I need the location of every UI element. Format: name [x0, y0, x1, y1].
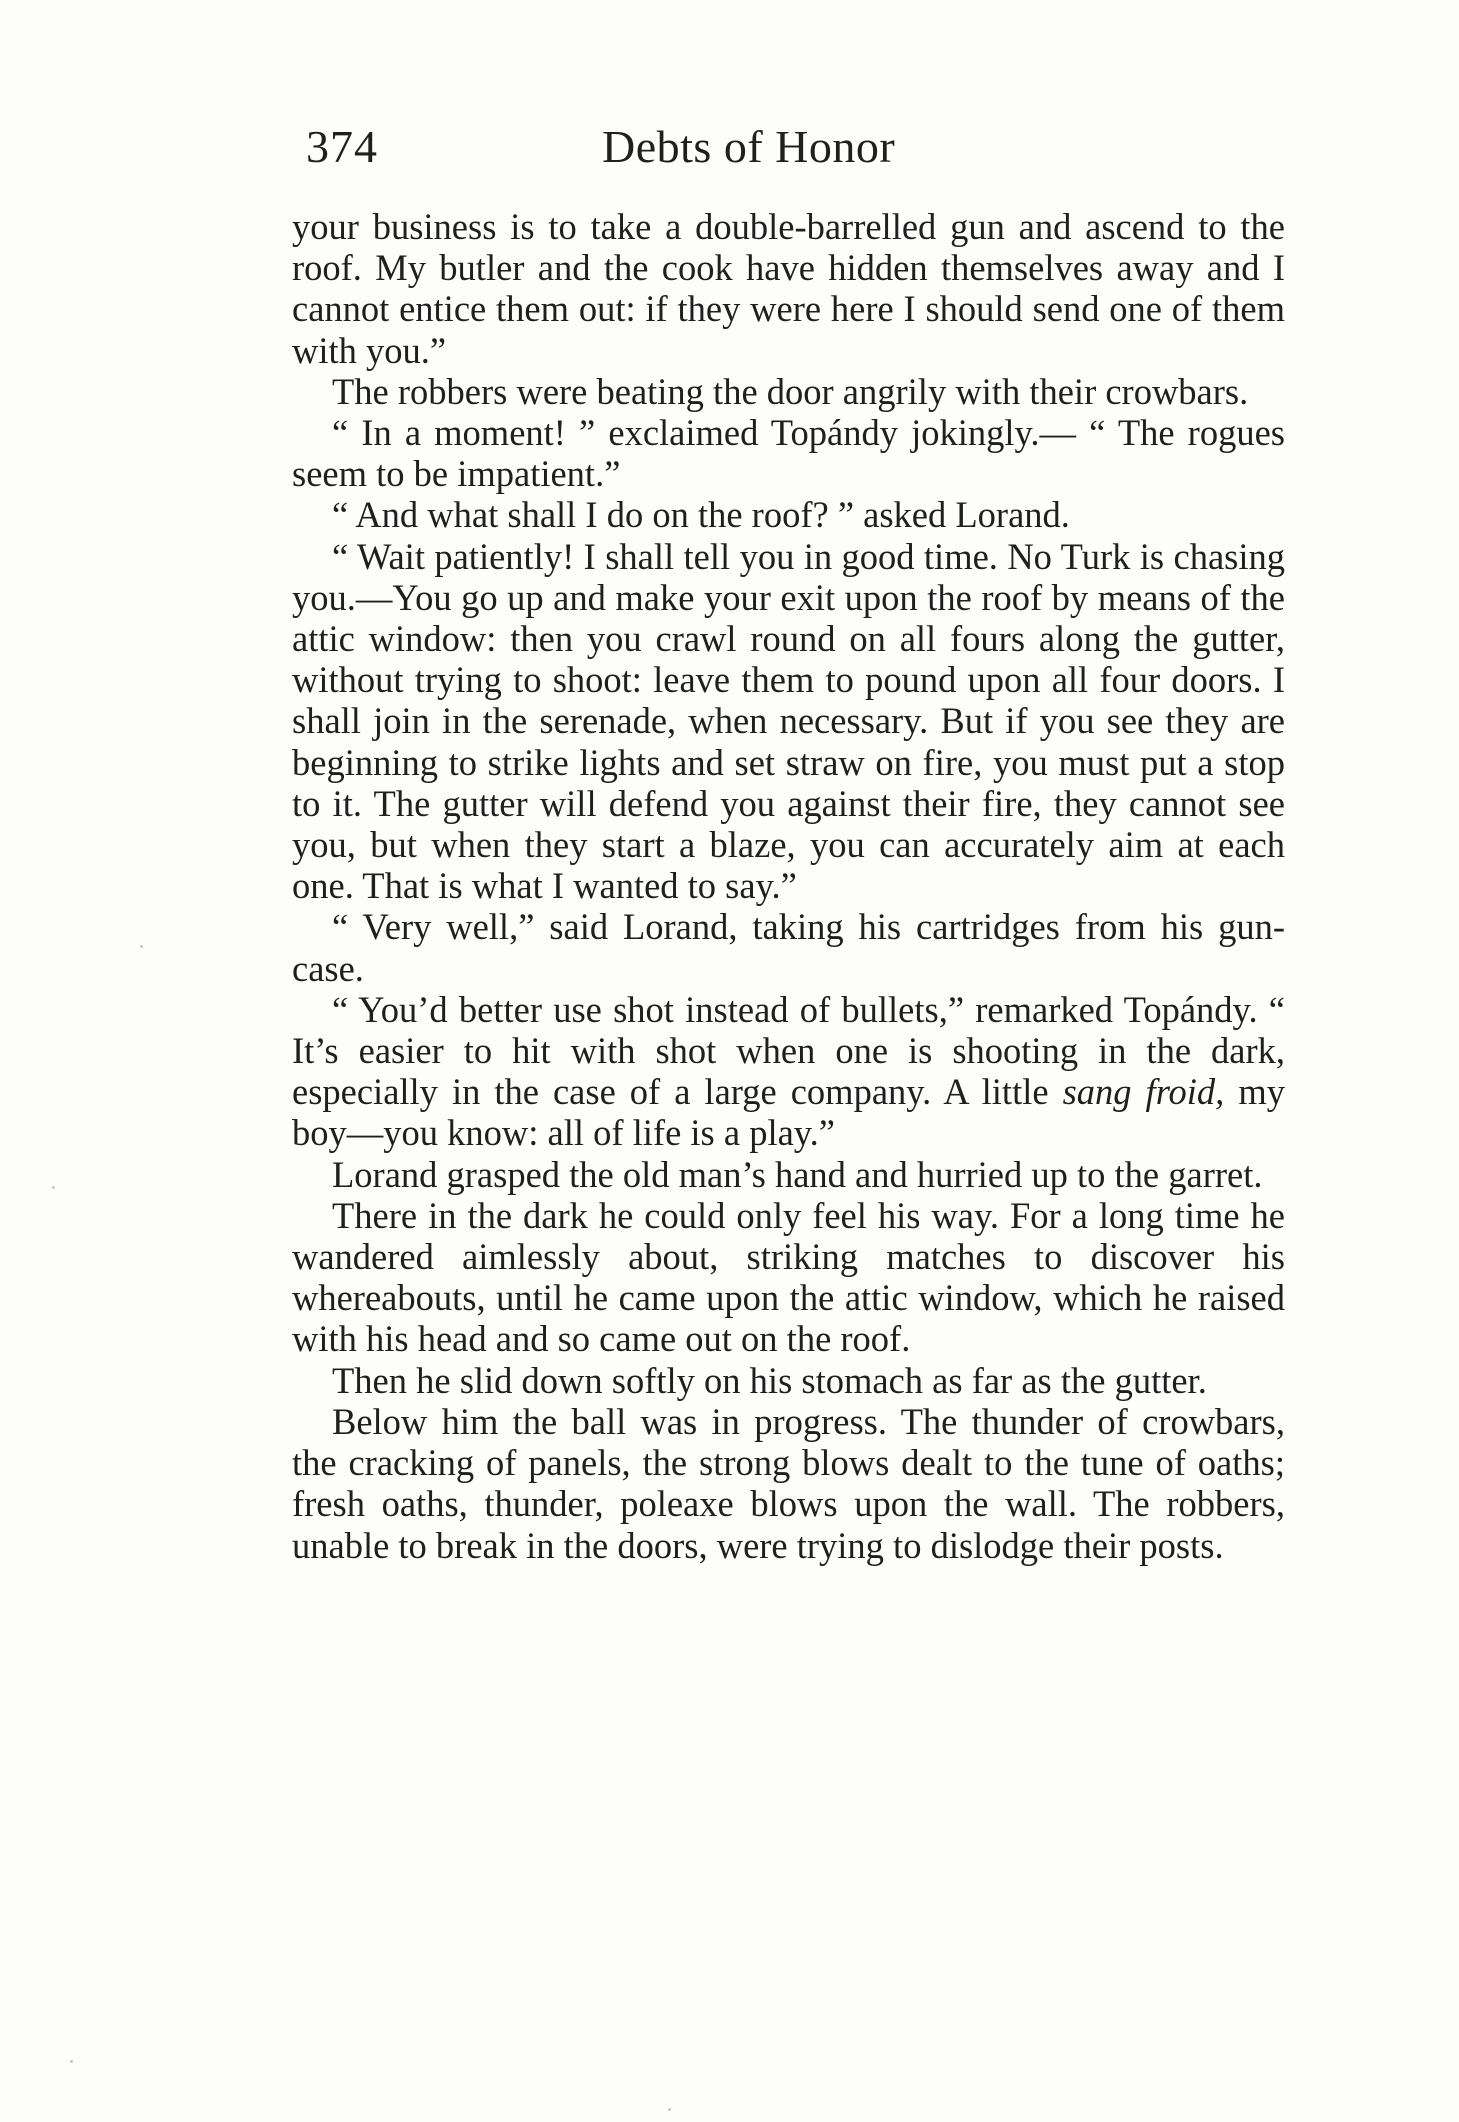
- paragraph: [292, 1360, 1285, 1401]
- page-number: 374: [306, 121, 378, 172]
- paragraph-text: my boy—you know: all of life is a play.”: [292, 1071, 1285, 1154]
- paragraph-text: There in the dark he could only feel his way. For a long time he wandered aimlessly about, striking matches to discover his whereabouts, until he came upon the attic window, which he raised with his head and so came out on the roof.: [292, 1194, 1285, 1360]
- paragraph-text: The robbers were beating the door angrily with their crowbars.: [332, 370, 1249, 412]
- running-title: Debts of Honor: [602, 121, 896, 172]
- paragraph-text: your business is to take a double-barrelled gun and ascend to the roof. My butler and the cook have hidden themselves away and I cannot entice them out: if they were here I should send one of them with you.”: [292, 206, 1285, 371]
- paragraph: [292, 989, 1285, 1154]
- paragraph: [292, 371, 1285, 412]
- paragraph: [292, 1154, 1285, 1195]
- paragraph: [292, 206, 1285, 371]
- body-text: [292, 206, 1285, 1566]
- paragraph-text: Lorand grasped the old man’s hand and hurried up to the garret.: [332, 1153, 1263, 1195]
- italic-text: sang froid,: [1062, 1071, 1225, 1113]
- paragraph: [292, 494, 1285, 535]
- paragraph: [292, 1401, 1285, 1566]
- paragraph: [292, 412, 1285, 494]
- paragraph: [292, 906, 1285, 988]
- paragraph-text: “ In a moment! ” exclaimed Topándy jokingly.— “ The rogues seem to be impatient.”: [292, 412, 1285, 495]
- paragraph-text: “ And what shall I do on the roof? ” asked Lorand.: [332, 494, 1070, 536]
- page-header: [290, 112, 1285, 182]
- paper-speck: [70, 2060, 73, 2063]
- paragraph-text: Then he slid down softly on his stomach as far as the gutter.: [332, 1359, 1207, 1401]
- paragraph-text: “ You’d better use shot instead of bullets,” remarked Topándy. “ It’s easier to hit with shot when one is shooting in the dark, especially in the case of a large company. A little: [292, 988, 1285, 1113]
- paragraph-text: “ Wait patiently! I shall tell you in good time. No Turk is chasing you.—You go up and make your exit upon the roof by means of the attic window: then you crawl round on all fours along the gutter, without trying to shoot: leave them to pound upon all four doors. I shall join in the serenade, when necessary. But if you see they are beginning to strike lights and set straw on fire, you must put a stop to it. The gutter will defend you against their fire, they cannot see you, but when they start a blaze, you can accurately aim at each one. That is what I wanted to say.”: [292, 535, 1285, 907]
- paragraph-text: “ Very well,” said Lorand, taking his cartridges from his gun-case.: [292, 906, 1285, 989]
- paper-speck: [52, 1186, 55, 1189]
- paper-speck: [140, 945, 143, 948]
- paragraph: [292, 536, 1285, 907]
- paper-speck: [668, 2108, 671, 2111]
- paragraph-text: Below him the ball was in progress. The thunder of crowbars, the cracking of panels, the strong blows dealt to the tune of oaths; fresh oaths, thunder, poleaxe blows upon the wall. The robbers, unable to break in the doors, were trying to dislodge their posts.: [292, 1400, 1285, 1566]
- paragraph: [292, 1195, 1285, 1360]
